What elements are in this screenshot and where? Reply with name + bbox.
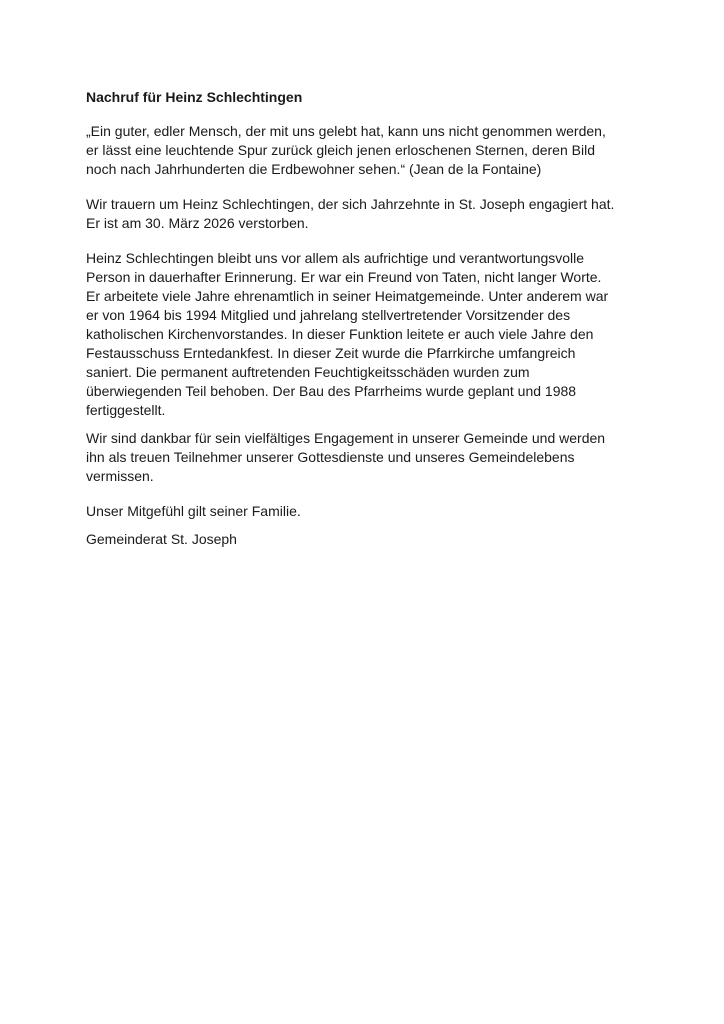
document-title: Nachruf für Heinz Schlechtingen — [86, 89, 303, 105]
signature-line: Gemeinderat St. Joseph — [86, 531, 237, 547]
text-line: ihn als treuen Teilnehmer unserer Gottesdienste und unseres Gemeindelebens — [86, 449, 575, 465]
document-page — [86, 88, 666, 565]
gratitude-paragraph — [86, 429, 666, 486]
text-line: Er arbeitete viele Jahre ehrenamtlich in seiner Heimatgemeinde. Unter anderem war — [86, 288, 609, 304]
text-line: er lässt eine leuchtende Spur zurück gleich jenen erloschenen Sternen, deren Bild — [86, 142, 595, 158]
announcement-paragraph — [86, 195, 666, 233]
text-line: Unser Mitgefühl gilt seiner Familie. — [86, 503, 301, 519]
text-line: überwiegenden Teil behoben. Der Bau des Pfarrheims wurde geplant und 1988 — [86, 383, 577, 399]
text-line: Wir sind dankbar für sein vielfältiges Engagement in unserer Gemeinde und werden — [86, 430, 606, 446]
condolence-paragraph — [86, 502, 666, 521]
text-line: Er ist am 30. März 2026 verstorben. — [86, 215, 309, 231]
text-line: Festausschuss Erntedankfest. In dieser Zeit wurde die Pfarrkirche umfangreich — [86, 345, 576, 361]
text-line: Wir trauern um Heinz Schlechtingen, der sich Jahrzehnte in St. Joseph engagiert hat. — [86, 196, 615, 212]
biography-paragraph — [86, 249, 666, 420]
text-line: noch nach Jahrhunderten die Erdbewohner sehen.“ (Jean de la Fontaine) — [86, 161, 542, 177]
quote-paragraph — [86, 122, 666, 179]
text-line: Heinz Schlechtingen bleibt uns vor allem als aufrichtige und verantwortungsvolle — [86, 250, 585, 266]
signature — [86, 530, 666, 549]
text-line: fertiggestellt. — [86, 402, 166, 418]
text-line: katholischen Kirchenvorstandes. In dieser Funktion leitete er auch viele Jahre den — [86, 326, 594, 342]
text-line: „Ein guter, edler Mensch, der mit uns gelebt hat, kann uns nicht genommen werden, — [86, 123, 606, 139]
text-line: vermissen. — [86, 468, 154, 484]
text-line: Person in dauerhafter Erinnerung. Er war ein Freund von Taten, nicht langer Worte. — [86, 269, 602, 285]
text-line: er von 1964 bis 1994 Mitglied und jahrelang stellvertretender Vorsitzender des — [86, 307, 571, 323]
text-line: saniert. Die permanent auftretenden Feuchtigkeitsschäden wurden zum — [86, 364, 530, 380]
